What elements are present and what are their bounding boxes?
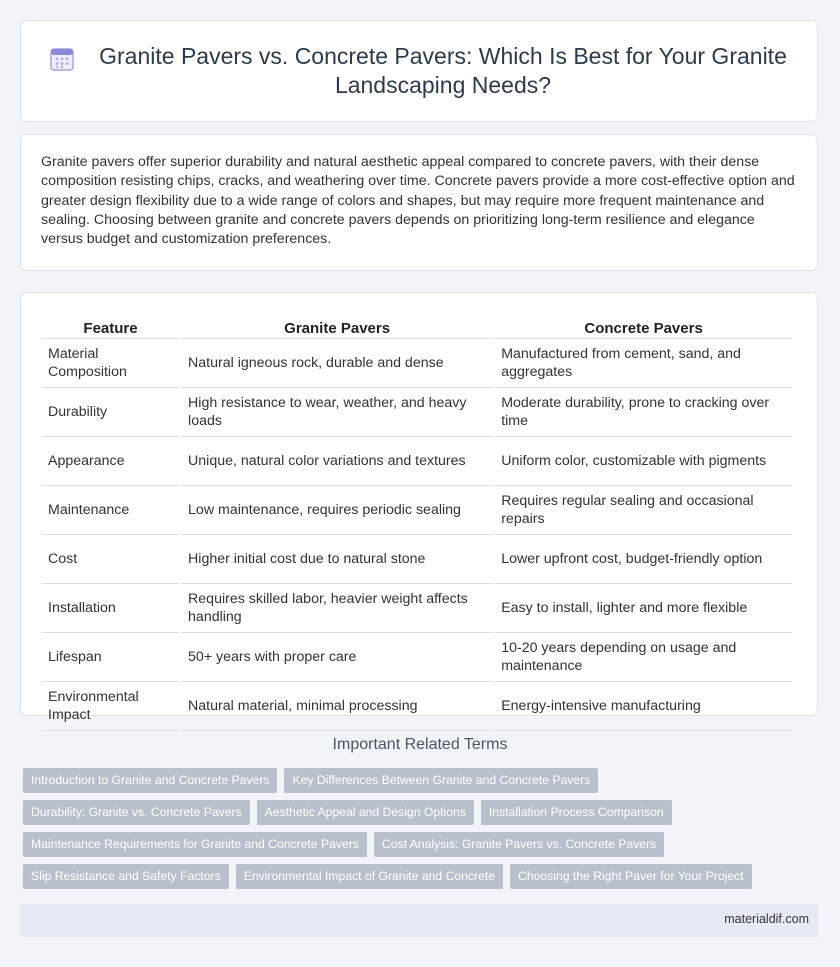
table-header-row [42,311,792,339]
concrete-cell: Moderate durability, prone to cracking over time [495,388,792,437]
granite-cell: 50+ years with proper care [182,633,492,682]
table-row [42,682,792,731]
granite-cell: Natural igneous rock, durable and dense [182,339,492,388]
table-row [42,486,792,535]
related-terms-heading: Important Related Terms [332,736,508,753]
concrete-cell: Manufactured from cement, sand, and aggregates [495,339,792,388]
related-term-tag[interactable]: Installation Process Comparison [481,800,672,825]
related-term-tag[interactable]: Slip Resistance and Safety Factors [23,864,229,889]
table-row [42,633,792,682]
related-term-tag[interactable]: Choosing the Right Paver for Your Project [510,864,752,889]
related-term-tag[interactable]: Key Differences Between Granite and Concrete Pavers [284,768,598,793]
concrete-cell: 10-20 years depending on usage and maintenance [495,633,792,682]
granite-cell: Natural material, minimal processing [182,682,492,731]
title-card [20,20,818,122]
granite-cell: Requires skilled labor, heavier weight affects handling [182,584,492,633]
comparison-table [39,311,795,731]
related-terms-list [23,768,823,889]
feature-cell: Appearance [42,437,179,486]
granite-cell: Higher initial cost due to natural stone [182,535,492,584]
table-row [42,437,792,486]
concrete-cell: Uniform color, customizable with pigments [495,437,792,486]
header-granite: Granite Pavers [182,311,492,339]
feature-cell: Installation [42,584,179,633]
feature-cell: Lifespan [42,633,179,682]
feature-cell: Durability [42,388,179,437]
granite-cell: Low maintenance, requires periodic sealing [182,486,492,535]
table-row [42,535,792,584]
granite-cell: High resistance to wear, weather, and heavy loads [182,388,492,437]
feature-cell: Material Composition [42,339,179,388]
concrete-cell: Requires regular sealing and occasional repairs [495,486,792,535]
calendar-icon [49,46,75,72]
table-row [42,584,792,633]
feature-cell: Environmental Impact [42,682,179,731]
related-term-tag[interactable]: Environmental Impact of Granite and Concrete [236,864,503,889]
concrete-cell: Energy-intensive manufacturing [495,682,792,731]
related-term-tag[interactable]: Durability: Granite vs. Concrete Pavers [23,800,250,825]
table-row [42,388,792,437]
intro-card [20,134,818,271]
related-term-tag[interactable]: Maintenance Requirements for Granite and Concrete Pavers [23,832,367,857]
header-concrete: Concrete Pavers [495,311,792,339]
concrete-cell: Easy to install, lighter and more flexible [495,584,792,633]
footer-site-link[interactable]: materialdif.com [724,912,809,926]
comparison-table-card [20,292,818,723]
related-term-tag[interactable]: Aesthetic Appeal and Design Options [257,800,474,825]
feature-cell: Maintenance [42,486,179,535]
concrete-cell: Lower upfront cost, budget-friendly option [495,535,792,584]
intro-paragraph: Granite pavers offer superior durability and natural aesthetic appeal compared to concrete pavers, with their dense composition resisting chips, cracks, and weathering over time. Concrete pavers provide a more cost-effective option and greater design flexibility due to a wide range of colors and shapes, but may require more frequent maintenance and sealing. Choosing between granite and concrete pavers depends on prioritizing long-term resilience and elegance versus budget and customization preferences. [41,154,795,248]
granite-cell: Unique, natural color variations and textures [182,437,492,486]
related-term-tag[interactable]: Introduction to Granite and Concrete Pavers [23,768,277,793]
related-term-tag[interactable]: Cost Analysis: Granite Pavers vs. Concrete Pavers [374,832,664,857]
feature-cell: Cost [42,535,179,584]
header-feature: Feature [42,311,179,339]
footer-bar [20,904,818,937]
table-row [42,339,792,388]
page-title: Granite Pavers vs. Concrete Pavers: Which Is Best for Your Granite Landscaping Needs? [99,43,787,98]
